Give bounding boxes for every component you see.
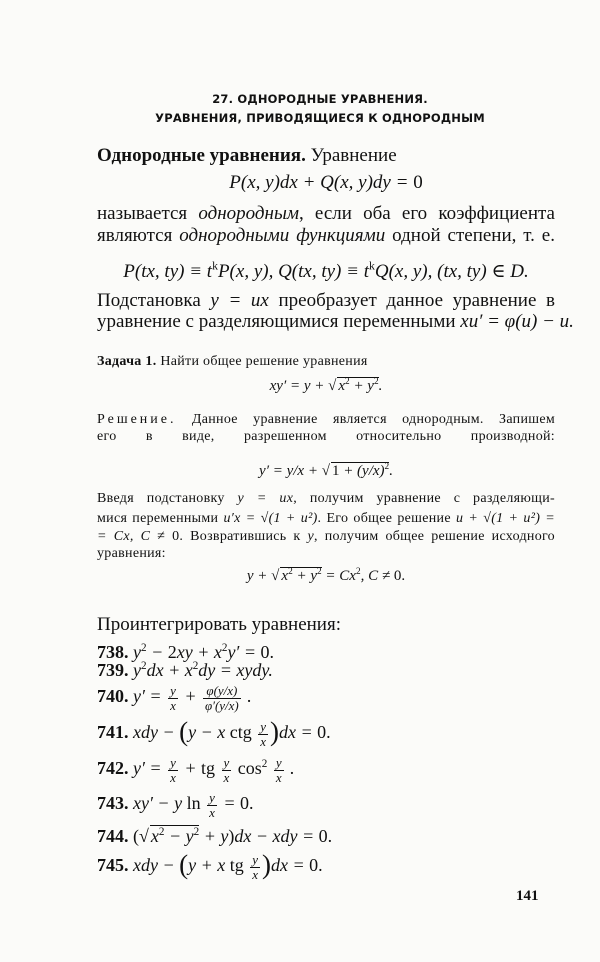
math-upright: ln <box>186 793 201 814</box>
fraction <box>168 756 178 784</box>
exercise-item <box>97 826 555 847</box>
formula-homogeneity-condition <box>97 260 555 283</box>
exercise-item <box>97 791 555 819</box>
denominator: x <box>209 804 215 820</box>
superscript: 2 <box>192 660 199 672</box>
math-upright: 0 <box>413 172 423 193</box>
exercises-title: Проинтегрировать уравнения: <box>97 614 341 635</box>
formula-homogeneous <box>97 172 555 194</box>
exercise-item <box>97 716 555 749</box>
text-segment: , если оба его коэффициента <box>298 203 555 224</box>
math-text: + (y/x) <box>339 463 385 479</box>
radicand <box>337 377 378 394</box>
exercise-formula <box>133 716 331 749</box>
fraction <box>250 853 260 881</box>
math-text: x <box>281 568 289 584</box>
superscript: 2 <box>355 567 361 577</box>
math-text: x <box>338 378 346 394</box>
radicand <box>331 462 389 479</box>
math-upright: ) <box>228 826 235 846</box>
italic-text: однородными функциями <box>179 225 386 246</box>
fraction <box>168 684 178 712</box>
task-statement <box>97 354 555 370</box>
math-text: − y <box>164 826 194 846</box>
math-text: + <box>179 686 201 707</box>
text-segment: , получим общее решение исходного <box>313 529 555 544</box>
math-upright: 0. <box>317 722 331 743</box>
text-segment: мися переменными <box>97 511 224 526</box>
superscript: 2 <box>141 660 147 672</box>
exercise-item <box>97 684 555 712</box>
numerator: y <box>260 719 266 734</box>
heading-line-1: 27. ОДНОРОДНЫЕ УРАВНЕНИЯ. <box>212 92 428 106</box>
text-segment: уравнение с разделяющимися переменными <box>97 311 461 332</box>
denominator: x <box>170 769 176 785</box>
math-text: P(x, y)dx + Q(x, y)dy = <box>229 172 414 193</box>
big-parenthesis: ( <box>179 716 189 747</box>
exercise-formula <box>133 660 273 680</box>
text-line <box>97 511 555 527</box>
math-text: dy = xydy. <box>198 660 273 680</box>
text-segment: уравнения: <box>97 546 166 561</box>
text-segment: Подстановка <box>97 290 211 311</box>
math-text <box>252 722 257 742</box>
italic-text: y <box>307 529 314 544</box>
exercise-formula <box>133 642 274 662</box>
math-text: . <box>242 686 252 707</box>
text-segment: одной степени, т. е. <box>385 225 555 246</box>
superscript: k <box>368 259 375 273</box>
numerator: y <box>209 790 215 805</box>
fraction <box>258 720 268 748</box>
text-segment: , получим уравнение с разделяющи- <box>293 491 555 506</box>
text-segment: . Его общее решение <box>317 511 456 526</box>
math-upright: 0. <box>318 826 333 846</box>
math-text: P(tx, ty) ≡ t <box>123 261 213 282</box>
math-text: + y <box>349 378 374 394</box>
math-text: xy + x <box>176 642 222 662</box>
text-line <box>97 491 555 507</box>
math-text: y + <box>246 568 272 584</box>
math-text: y′ = <box>133 686 167 707</box>
radicand <box>280 567 321 584</box>
text-line <box>97 546 555 562</box>
exercise-number: 740. <box>97 686 129 707</box>
exercise-number: 743. <box>97 793 129 814</box>
numerator: y <box>170 755 176 770</box>
text-line <box>97 311 574 333</box>
math-text: Q(x, y), (tx, ty) ∈ D. <box>374 261 529 282</box>
math-upright: cos <box>237 758 262 779</box>
text-segment: 0. Возвратившись к <box>172 529 308 544</box>
task-text: Найти общее решение уравнения <box>156 354 368 369</box>
radicand <box>150 825 199 846</box>
text-line <box>97 529 555 545</box>
math-upright: tg <box>200 758 215 779</box>
math-upright: tg <box>229 855 244 876</box>
exercise-formula <box>133 790 254 820</box>
exercise-formula <box>133 683 252 713</box>
text-line <box>97 290 555 312</box>
exercise-item <box>97 849 555 882</box>
superscript: 2 <box>373 377 379 387</box>
sqrt-sign-icon: √ <box>271 568 280 584</box>
math-text: x <box>150 826 159 846</box>
text-segment: преобразует данное уравнение в <box>268 290 556 311</box>
italic-text: y = ux <box>237 491 294 506</box>
math-text: dx = <box>279 722 318 743</box>
math-text: y′ = <box>133 758 167 779</box>
exercise-item <box>97 756 555 784</box>
italic-text: = Cx, C ≠ <box>97 529 173 544</box>
math-text: xy′ − y <box>133 793 187 814</box>
superscript: 2 <box>193 826 200 838</box>
exercise-number: 745. <box>97 855 129 876</box>
math-text: . <box>378 378 383 394</box>
italic-text: u + √(1 + u²) = <box>455 511 556 526</box>
math-text: y <box>133 660 141 680</box>
section-title: Однородные уравнения. <box>97 145 306 166</box>
numerator: y <box>170 683 176 698</box>
solution-line <box>97 412 555 428</box>
exercise-formula <box>133 826 332 846</box>
fraction <box>222 756 232 784</box>
denominator: x <box>275 769 282 785</box>
numerator: φ(y/x) <box>203 684 241 699</box>
math-text: = <box>218 793 240 814</box>
math-text: + y <box>199 826 229 846</box>
math-text: . <box>389 463 393 479</box>
math-text: xdy − <box>133 722 180 743</box>
exercise-number: 741. <box>97 722 129 743</box>
math-text: dx + x <box>146 660 193 680</box>
superscript: 2 <box>345 377 350 387</box>
superscript: 2 <box>221 642 228 654</box>
intro-text: Уравнение <box>305 145 397 166</box>
math-text: dx − xdy = <box>234 826 319 846</box>
numerator: y <box>275 755 282 770</box>
solution-text: Данное уравнение является однородным. Запишем <box>176 412 555 427</box>
math-upright: 0. <box>239 793 254 814</box>
exercise-number: 744. <box>97 826 129 846</box>
solution-formula <box>97 463 555 480</box>
big-parenthesis: ( <box>179 849 189 880</box>
numerator: y <box>223 755 230 770</box>
math-text: + y <box>292 568 317 584</box>
math-text: + <box>179 758 201 779</box>
task-formula <box>97 378 555 395</box>
math-upright: 0. <box>393 568 406 584</box>
exercise-number: 742. <box>97 758 129 779</box>
italic-text: однородным <box>198 203 299 224</box>
fraction <box>203 684 241 712</box>
text-line <box>97 203 555 225</box>
exercise-item <box>97 660 555 681</box>
task-label: Задача 1. <box>97 354 157 369</box>
italic-text: xu′ = φ(u) − u. <box>460 311 574 332</box>
text-line <box>97 225 555 247</box>
exercise-number: 738. <box>97 642 129 662</box>
superscript: 2 <box>158 826 165 838</box>
math-text: y + x <box>188 855 230 876</box>
solution-line-2: его в виде, разрешенном относительно производной: <box>97 429 555 444</box>
superscript: 2 <box>384 462 390 472</box>
italic-text: u′x = √(1 + u²) <box>223 511 318 526</box>
math-text <box>215 758 220 778</box>
denominator: x <box>170 697 176 713</box>
superscript: k <box>212 259 218 273</box>
math-text <box>244 855 249 875</box>
superscript: 2 <box>261 758 268 771</box>
superscript: 2 <box>317 567 322 577</box>
big-parenthesis: ) <box>262 849 272 880</box>
page-number: 141 <box>516 888 539 904</box>
exercise-number: 739. <box>97 660 129 680</box>
denominator: x <box>252 866 259 882</box>
solution-label: Решение. <box>97 412 177 427</box>
fraction <box>207 791 217 819</box>
math-upright: 0. <box>309 855 323 876</box>
math-text: y′ = <box>227 642 261 662</box>
math-text: . <box>285 758 295 779</box>
denominator: x <box>260 733 266 749</box>
text-segment: называется <box>97 203 199 224</box>
text-segment: являются <box>97 225 180 246</box>
sqrt-sign-icon: √ <box>139 826 149 846</box>
sqrt-sign-icon: √ <box>328 378 337 394</box>
math-text: y <box>133 642 141 662</box>
math-text: xdy − <box>133 855 180 876</box>
math-text: P(x, y), Q(tx, ty) ≡ t <box>217 261 369 282</box>
math-text: xy′ = y + <box>269 378 329 394</box>
math-upright: 0. <box>260 642 275 662</box>
math-text: y′ = y/x + <box>259 463 322 479</box>
math-upright: 1 <box>331 463 340 479</box>
big-parenthesis: ) <box>270 716 279 747</box>
exercise-formula <box>133 755 295 785</box>
math-text: , C ≠ <box>360 568 394 584</box>
math-text: dx = <box>271 855 310 876</box>
math-text: y − x <box>188 722 230 743</box>
general-solution-formula <box>97 568 555 585</box>
numerator: y <box>252 852 259 867</box>
superscript: 2 <box>141 642 147 654</box>
math-text: − <box>146 642 168 662</box>
denominator: φ′(y/x) <box>204 697 239 713</box>
math-text <box>201 793 206 813</box>
math-text <box>267 758 272 778</box>
math-upright: ctg <box>229 722 252 743</box>
denominator: x <box>223 769 230 785</box>
section-intro <box>97 145 555 167</box>
sqrt-sign-icon: √ <box>321 463 330 479</box>
fraction <box>274 756 284 784</box>
exercise-formula <box>133 849 323 882</box>
math-upright: 2 <box>167 642 177 662</box>
text-segment: Введя подстановку <box>97 491 238 506</box>
math-text: = Cx <box>321 568 356 584</box>
superscript: 2 <box>288 567 293 577</box>
math-upright: ( <box>133 826 139 846</box>
italic-text: y = ux <box>210 290 269 311</box>
heading-line-2: УРАВНЕНИЯ, ПРИВОДЯЩИЕСЯ К ОДНОРОДНЫМ <box>155 111 485 125</box>
